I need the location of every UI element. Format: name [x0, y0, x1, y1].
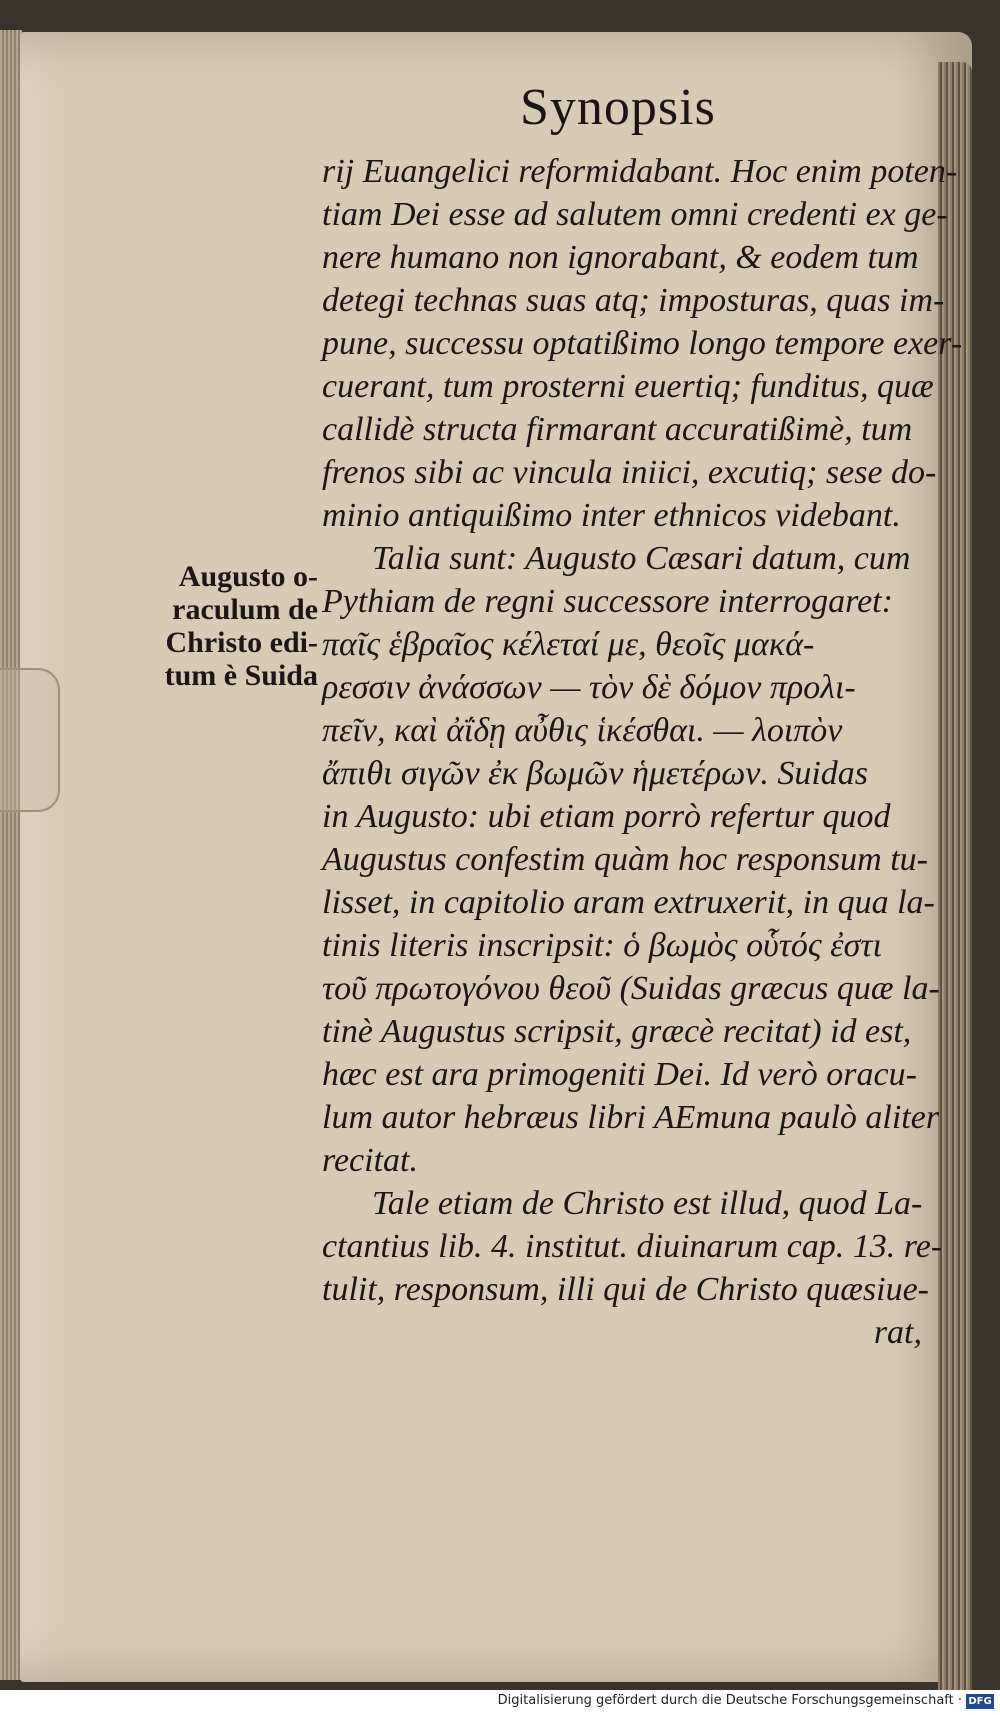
- text-line: callidè structa firmarant accuratißimè, tum: [322, 411, 913, 448]
- text-line: πεῖν, καὶ ἀΐδῃ αὖθις ἱκέσθαι. — λοιπὸν: [322, 712, 843, 749]
- text-line: Augustus confestim quàm hoc responsum tu-: [322, 841, 928, 878]
- text-line: pune, successu optatißimo longo tempore exer-: [322, 325, 963, 362]
- text-line: παῖς ἑβραῖος κέλεταί με, θεοῖς μακά-: [322, 626, 815, 663]
- text-line: tinis literis inscripsit: ὁ βωμὸς οὗτός ἐστι: [322, 927, 882, 964]
- text-line: nere humano non ignorabant, & eodem tum: [322, 239, 919, 276]
- margin-note-line: Augusto o-: [178, 560, 318, 593]
- margin-note: [118, 560, 318, 692]
- text-line: rij Euangelici reformidabant. Hoc enim poten-: [322, 153, 958, 190]
- text-line: in Augusto: ubi etiam porrò refertur quod: [322, 798, 891, 835]
- text-line: Talia sunt: Augusto Cæsari datum, cum: [372, 540, 911, 577]
- running-header: Synopsis: [520, 79, 716, 136]
- dfg-logo: DFG: [966, 1694, 994, 1709]
- margin-note-line: tum è Suida: [164, 659, 318, 692]
- text-line: ctantius lib. 4. institut. diuinarum cap. 13. re-: [322, 1228, 943, 1265]
- text-line: tiam Dei esse ad salutem omni credenti ex ge-: [322, 196, 948, 233]
- footer-bar: [0, 1690, 1000, 1715]
- text-line: lum autor hebræus libri AEmuna paulò aliter: [322, 1099, 940, 1136]
- text-line: ἄπιθι σιγῶν ἐκ βωμῶν ἡμετέρων. Suidas: [322, 755, 868, 792]
- body-text: [322, 150, 962, 1354]
- text-line: hæc est ara primogeniti Dei. Id verò oracu-: [322, 1056, 917, 1093]
- text-line: minio antiquißimo inter ethnicos videbant.: [322, 497, 901, 534]
- text-line: cuerant, tum prosterni euertiq; funditus, quæ: [322, 368, 934, 405]
- footer-credit: Digitalisierung gefördert durch die Deutsche Forschungsgemeinschaft ·: [497, 1693, 962, 1708]
- margin-note-line: Christo edi-: [165, 626, 318, 659]
- text-line: frenos sibi ac vincula iniici, excutiq; sese do-: [322, 454, 937, 491]
- margin-note-line: raculum de: [172, 593, 318, 626]
- text-line: Tale etiam de Christo est illud, quod La-: [372, 1185, 923, 1222]
- text-line: τοῦ πρωτογόνου θεοῦ (Suidas græcus quæ la-: [322, 970, 940, 1007]
- left-page-edges: [0, 30, 22, 1680]
- catchword: rat,: [873, 1314, 922, 1351]
- text-line: tulit, responsum, illi qui de Christo quæsiue-: [322, 1271, 929, 1308]
- text-line: lisset, in capitolio aram extruxerit, in qua la-: [322, 884, 935, 921]
- text-line: tinè Augustus scripsit, græcè recitat) id est,: [322, 1013, 912, 1050]
- text-line: ρεσσιν ἀνάσσων — τὸν δὲ δόμον προλι-: [322, 669, 856, 706]
- text-line: Pythiam de regni successore interrogaret:: [322, 583, 893, 620]
- text-line: recitat.: [322, 1142, 418, 1179]
- text-line: detegi technas suas atq; imposturas, quas im-: [322, 282, 945, 319]
- clasp-strap: [0, 668, 60, 812]
